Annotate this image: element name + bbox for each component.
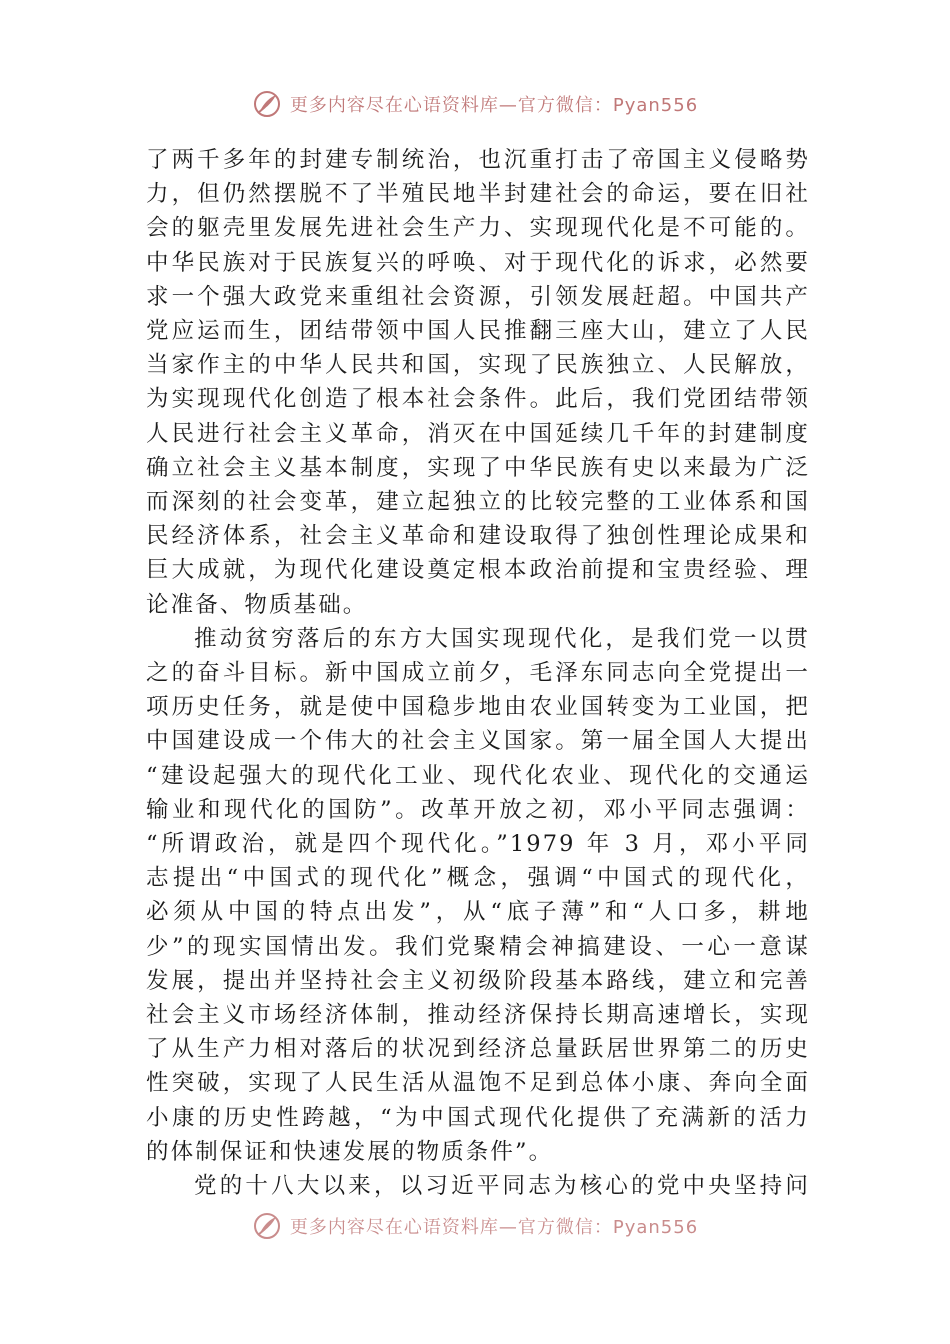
text-line: 输业和现代化的国防”。改革开放之初，邓小平同志强调：: [146, 796, 810, 823]
text-line: 了两千多年的封建专制统治，也沉重打击了帝国主义侵略势: [146, 147, 810, 173]
text-line: 中华民族对于民族复兴的呼唤、对于现代化的诉求，必然要: [146, 249, 810, 276]
text-line: 推动贫穷落后的东方大国实现现代化，是我们党一以贯: [194, 625, 810, 652]
text-line: 会的躯壳里发展先进社会生产力、实现现代化是不可能的。: [146, 215, 810, 242]
header-watermark: [0, 84, 950, 124]
text-line: 小康的历史性跨越，“为中国式现代化提供了充满新的活力: [146, 1104, 810, 1131]
watermark-text: 更多内容尽在心语资料库—官方微信：Pyan556: [289, 95, 699, 116]
text-line: 为实现现代化创造了根本社会条件。此后，我们党团结带领: [146, 386, 810, 413]
text-line: “所谓政治，就是四个现代化。”1979 年 3 月，邓小平同: [146, 831, 810, 858]
quill-logo-icon: [252, 89, 282, 119]
text-line: 性突破，实现了人民生活从温饱不足到总体小康、奔向全面: [146, 1070, 810, 1097]
text-line: 之的奋斗目标。新中国成立前夕，毛泽东同志向全党提出一: [146, 660, 810, 687]
text-line: 而深刻的社会变革，建立起独立的比较完整的工业体系和国: [146, 489, 810, 516]
paragraph-3: [146, 1169, 810, 1203]
watermark-text: 更多内容尽在心语资料库—官方微信：Pyan556: [289, 1217, 699, 1238]
text-line: 论准备、物质基础。: [146, 591, 368, 618]
text-line: 人民进行社会主义革命，消灭在中国延续几千年的封建制度: [146, 420, 810, 447]
paragraph-1: [146, 143, 810, 622]
document-body: [146, 143, 810, 1221]
text-line: 力，但仍然摆脱不了半殖民地半封建社会的命运，要在旧社: [146, 181, 810, 208]
text-line: 确立社会主义基本制度，实现了中华民族有史以来最为广泛: [146, 454, 810, 481]
text-line: 项历史任务，就是使中国稳步地由农业国转变为工业国，把: [146, 694, 810, 721]
text-line: 的体制保证和快速发展的物质条件”。: [146, 1138, 554, 1165]
text-line: 少”的现实国情出发。我们党聚精会神搞建设、一心一意谋: [146, 933, 810, 960]
text-line: 党应运而生，团结带领中国人民推翻三座大山，建立了人民: [146, 318, 810, 345]
text-line: 必须从中国的特点出发”，从“底子薄”和“人口多，耕地: [146, 899, 810, 926]
text-line: 志提出“中国式的现代化”概念，强调“中国式的现代化，: [146, 865, 810, 892]
text-line: 当家作主的中华人民共和国，实现了民族独立、人民解放，: [146, 352, 810, 379]
text-line: 发展，提出并坚持社会主义初级阶段基本路线，建立和完善: [146, 967, 810, 994]
text-line: 民经济体系，社会主义革命和建设取得了独创性理论成果和: [146, 523, 810, 550]
quill-logo-icon: [252, 1211, 282, 1241]
footer-watermark: [0, 1206, 950, 1246]
text-line: 求一个强大政党来重组社会资源，引领发展赶超。中国共产: [146, 283, 810, 310]
text-line: 巨大成就，为现代化建设奠定根本政治前提和宝贵经验、理: [146, 557, 810, 584]
text-line: 中国建设成一个伟大的社会主义国家。第一届全国人大提出: [146, 728, 810, 755]
text-line: 社会主义市场经济体制，推动经济保持长期高速增长，实现: [146, 1002, 810, 1029]
text-line: 了从生产力相对落后的状况到经济总量跃居世界第二的历史: [146, 1036, 810, 1063]
text-line: 党的十八大以来，以习近平同志为核心的党中央坚持问: [194, 1173, 810, 1200]
paragraph-2: [146, 622, 810, 1169]
text-line: “建设起强大的现代化工业、现代化农业、现代化的交通运: [146, 762, 810, 789]
